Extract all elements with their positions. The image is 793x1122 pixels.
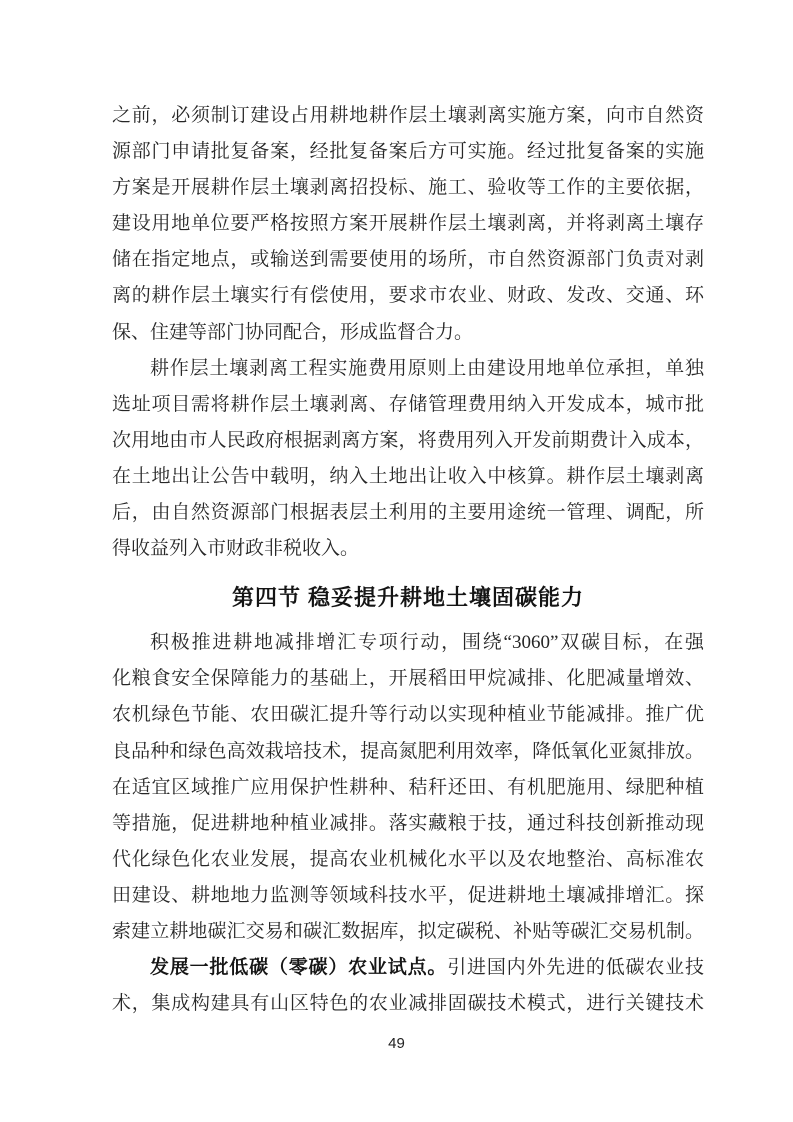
paragraph [112,625,704,950]
paragraph [112,98,704,351]
text-line: 积极推进耕地减排增汇专项行动，围绕“3060”双碳目标，在强 [150,632,704,654]
text-line: 索建立耕地碳汇交易和碳汇数据库，拟定碳税、补贴等碳汇交易机制。 [112,920,704,942]
text-line: 得收益列入市财政非税收入。 [112,538,360,560]
text-line: 保、住建等部门协同配合，形成监督合力。 [112,321,474,343]
text-line: 选址项目需将耕作层土壤剥离、存储管理费用纳入开发成本，城市批 [112,393,704,415]
text-line: 术，集成构建具有山区特色的农业减排固碳技术模式，进行关键技术 [112,993,704,1015]
text-line: 储在指定地点，或输送到需要使用的场所，市自然资源部门负责对剥 [112,249,704,271]
paragraph [112,950,704,1022]
text-line: 化粮食安全保障能力的基础上，开展稻田甲烷减排、化肥减量增效、 [112,668,704,690]
text-line: 方案是开展耕作层土壤剥离招投标、施工、验收等工作的主要依据， [112,177,704,199]
page-number: 49 [388,1035,405,1052]
text-line: 发展一批低碳（零碳）农业试点。引进国内外先进的低碳农业技 [150,957,704,979]
text-line: 等措施，促进耕地种植业减排。落实藏粮于技，通过科技创新推动现 [112,812,704,834]
text-line: 离的耕作层土壤实行有偿使用，要求市农业、财政、发改、交通、环 [112,285,704,307]
paragraph [112,351,704,568]
text-line: 田建设、耕地地力监测等领域科技水平，促进耕地土壤减排增汇。探 [112,884,704,906]
text-line: 后，由自然资源部门根据表层土利用的主要用途统一管理、调配，所 [112,502,704,524]
document-body [112,98,704,1022]
text-line: 耕作层土壤剥离工程实施费用原则上由建设用地单位承担，单独 [150,357,704,379]
section-heading: 第四节 稳妥提升耕地土壤固碳能力 [231,585,585,611]
text-line: 在适宜区域推广应用保护性耕种、秸秆还田、有机肥施用、绿肥种植 [112,776,704,798]
text-line: 次用地由市人民政府根据剥离方案，将费用列入开发前期费计入成本， [112,429,704,451]
text-line: 代化绿色化农业发展，提高农业机械化水平以及农地整治、高标准农 [112,848,704,870]
text-line: 农机绿色节能、农田碳汇提升等行动以实现种植业节能减排。推广优 [112,704,704,726]
text-line: 良品种和绿色高效栽培技术，提高氮肥利用效率，降低氧化亚氮排放。 [112,740,704,762]
text-line: 源部门申请批复备案，经批复备案后方可实施。经过批复备案的实施 [112,141,704,163]
text-line: 之前，必须制订建设占用耕地耕作层土壤剥离实施方案，向市自然资 [112,105,704,126]
text-line: 在土地出让公告中载明，纳入土地出让收入中核算。耕作层土壤剥离 [112,465,704,487]
bold-lead: 发展一批低碳（零碳）农业试点。 [150,957,448,979]
text-line: 建设用地单位要严格按照方案开展耕作层土壤剥离，并将剥离土壤存 [112,213,704,235]
